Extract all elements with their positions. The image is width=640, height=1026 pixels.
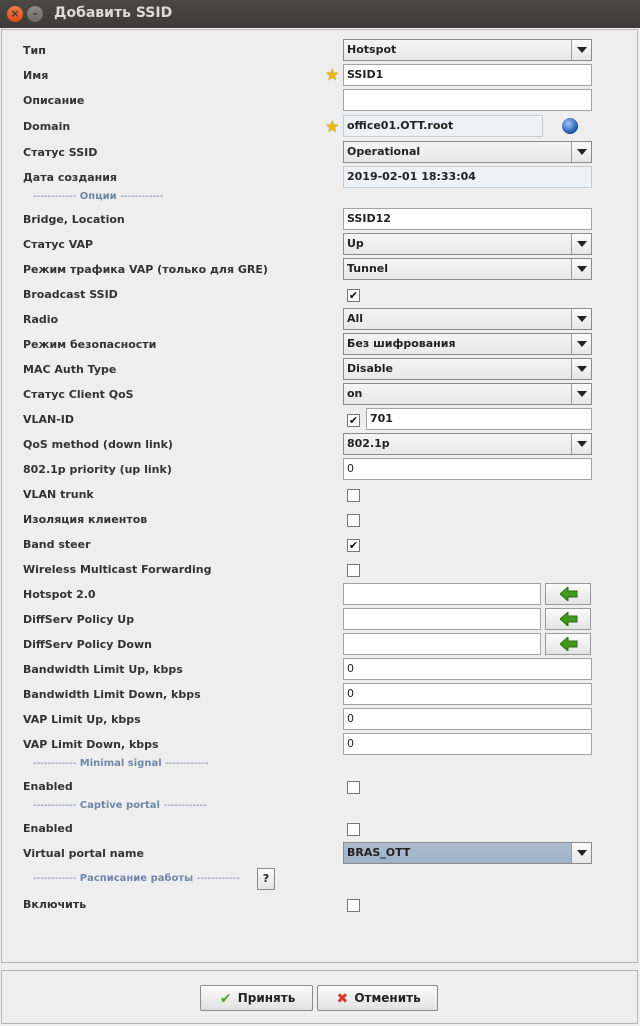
schedule-help-button[interactable]: ? [257, 868, 275, 890]
mac-auth-value: Disable [347, 362, 393, 375]
bridge-input[interactable]: SSID12 [343, 208, 592, 230]
type-select[interactable] [343, 39, 592, 61]
name-input[interactable]: SSID1 [343, 64, 592, 86]
accept-button[interactable] [200, 985, 313, 1011]
priority-input[interactable]: 0 [343, 458, 592, 480]
vlan-trunk-label: VLAN trunk [23, 488, 94, 501]
type-value: Hotspot [347, 43, 397, 56]
min-enabled-label: Enabled [23, 780, 73, 793]
portal-name-value: BRAS_OTT [347, 846, 411, 859]
bw-up-input[interactable]: 0 [343, 658, 592, 680]
bw-down-input[interactable]: 0 [343, 683, 592, 705]
mac-auth-label: MAC Auth Type [23, 363, 117, 376]
priority-label: 802.1p priority (up link) [23, 463, 172, 476]
description-label: Описание [23, 94, 85, 107]
cancel-button[interactable] [317, 985, 438, 1011]
window-title: Добавить SSID [54, 5, 173, 21]
isolation-label: Изоляция клиентов [23, 513, 148, 526]
qos-method-select[interactable] [343, 433, 592, 455]
band-steer-label: Band steer [23, 538, 91, 551]
bridge-label: Bridge, Location [23, 213, 125, 226]
vlan-trunk-checkbox[interactable] [347, 489, 360, 502]
accept-button-label: Принять [237, 991, 296, 1005]
qos-method-label: QoS method (down link) [23, 438, 173, 451]
vap-status-select[interactable] [343, 233, 592, 255]
qos-method-value: 802.1p [347, 437, 390, 450]
multicast-label: Wireless Multicast Forwarding [23, 563, 212, 576]
schedule-enable-label: Включить [23, 898, 87, 911]
vap-mode-value: Tunnel [347, 262, 389, 275]
check-icon: ✔ [219, 990, 232, 1007]
green-arrow-left-icon [560, 612, 578, 626]
chevron-down-icon[interactable] [571, 234, 591, 254]
name-label: Имя [23, 69, 49, 82]
chevron-down-icon[interactable] [571, 40, 591, 60]
diffserv-down-select-button[interactable] [545, 633, 591, 655]
chevron-down-icon[interactable] [571, 142, 591, 162]
ssid-status-select[interactable] [343, 141, 592, 163]
client-qos-select[interactable] [343, 383, 592, 405]
broadcast-label: Broadcast SSID [23, 288, 118, 301]
vap-up-input[interactable]: 0 [343, 708, 592, 730]
vap-down-input[interactable]: 0 [343, 733, 592, 755]
vap-mode-label: Режим трафика VAP (только для GRE) [23, 263, 268, 276]
description-input[interactable] [343, 89, 592, 111]
hotspot20-select-button[interactable] [545, 583, 591, 605]
security-select[interactable] [343, 333, 592, 355]
cp-enabled-checkbox[interactable] [347, 823, 360, 836]
hotspot20-input[interactable] [343, 583, 541, 605]
cancel-button-label: Отменить [354, 991, 421, 1005]
portal-name-label: Virtual portal name [23, 847, 144, 860]
minimize-window-button[interactable]: – [27, 6, 43, 22]
vap-status-value: Up [347, 237, 364, 250]
chevron-down-icon[interactable] [571, 359, 591, 379]
security-value: Без шифрования [347, 337, 456, 350]
globe-icon[interactable] [562, 118, 578, 134]
schedule-enable-checkbox[interactable] [347, 899, 360, 912]
schedule-separator: ------------ Расписание работы ------------ [33, 873, 240, 884]
created-label: Дата создания [23, 171, 117, 184]
chevron-down-icon[interactable] [571, 334, 591, 354]
mac-auth-select[interactable] [343, 358, 592, 380]
domain-label: Domain [23, 120, 71, 133]
vlan-id-checkbox[interactable]: ✔ [348, 414, 359, 427]
vap-mode-select[interactable] [343, 258, 592, 280]
radio-label: Radio [23, 313, 59, 326]
star-icon: ★ [325, 117, 340, 136]
close-window-button[interactable]: × [7, 6, 23, 22]
hotspot20-label: Hotspot 2.0 [23, 588, 96, 601]
diffserv-up-input[interactable] [343, 608, 541, 630]
min-enabled-checkbox[interactable] [347, 781, 360, 794]
green-arrow-left-icon [560, 637, 578, 651]
vlan-id-label: VLAN-ID [23, 413, 75, 426]
green-arrow-left-icon [560, 587, 578, 601]
vlan-id-input[interactable]: 701 [366, 408, 592, 430]
isolation-checkbox[interactable] [347, 514, 360, 527]
star-icon: ★ [325, 65, 340, 84]
ssid-status-value: Operational [347, 145, 421, 158]
bw-up-label: Bandwidth Limit Up, kbps [23, 663, 183, 676]
radio-value: All [347, 312, 364, 325]
portal-name-select[interactable] [343, 842, 592, 864]
vap-down-label: VAP Limit Down, kbps [23, 738, 159, 751]
captive-portal-separator: ------------ Captive portal ------------ [33, 800, 207, 811]
chevron-down-icon[interactable] [571, 384, 591, 404]
radio-select[interactable] [343, 308, 592, 330]
created-field: 2019-02-01 18:33:04 [343, 166, 592, 188]
client-qos-label: Статус Client QoS [23, 388, 134, 401]
multicast-checkbox[interactable] [347, 564, 360, 577]
vap-status-label: Статус VAP [23, 238, 94, 251]
chevron-down-icon[interactable] [571, 259, 591, 279]
minimal-signal-separator: ------------ Minimal signal ------------ [33, 758, 209, 769]
domain-field: office01.OTT.root [343, 115, 543, 137]
chevron-down-icon[interactable] [571, 434, 591, 454]
vap-up-label: VAP Limit Up, kbps [23, 713, 141, 726]
window-titlebar [0, 0, 640, 28]
chevron-down-icon[interactable] [571, 843, 591, 863]
diffserv-up-label: DiffServ Policy Up [23, 613, 135, 626]
cross-icon: ✖ [336, 990, 349, 1007]
type-label: Тип [23, 44, 46, 57]
options-separator: ------------ Опции ------------ [33, 191, 164, 202]
diffserv-down-label: DiffServ Policy Down [23, 638, 152, 651]
broadcast-checkbox[interactable]: ✔ [348, 289, 359, 302]
client-qos-value: on [347, 387, 363, 400]
band-steer-checkbox[interactable]: ✔ [348, 539, 359, 552]
ssid-status-label: Статус SSID [23, 146, 98, 159]
bw-down-label: Bandwidth Limit Down, kbps [23, 688, 201, 701]
diffserv-up-select-button[interactable] [545, 608, 591, 630]
diffserv-down-input[interactable] [343, 633, 541, 655]
cp-enabled-label: Enabled [23, 822, 73, 835]
security-label: Режим безопасности [23, 338, 157, 351]
chevron-down-icon[interactable] [571, 309, 591, 329]
